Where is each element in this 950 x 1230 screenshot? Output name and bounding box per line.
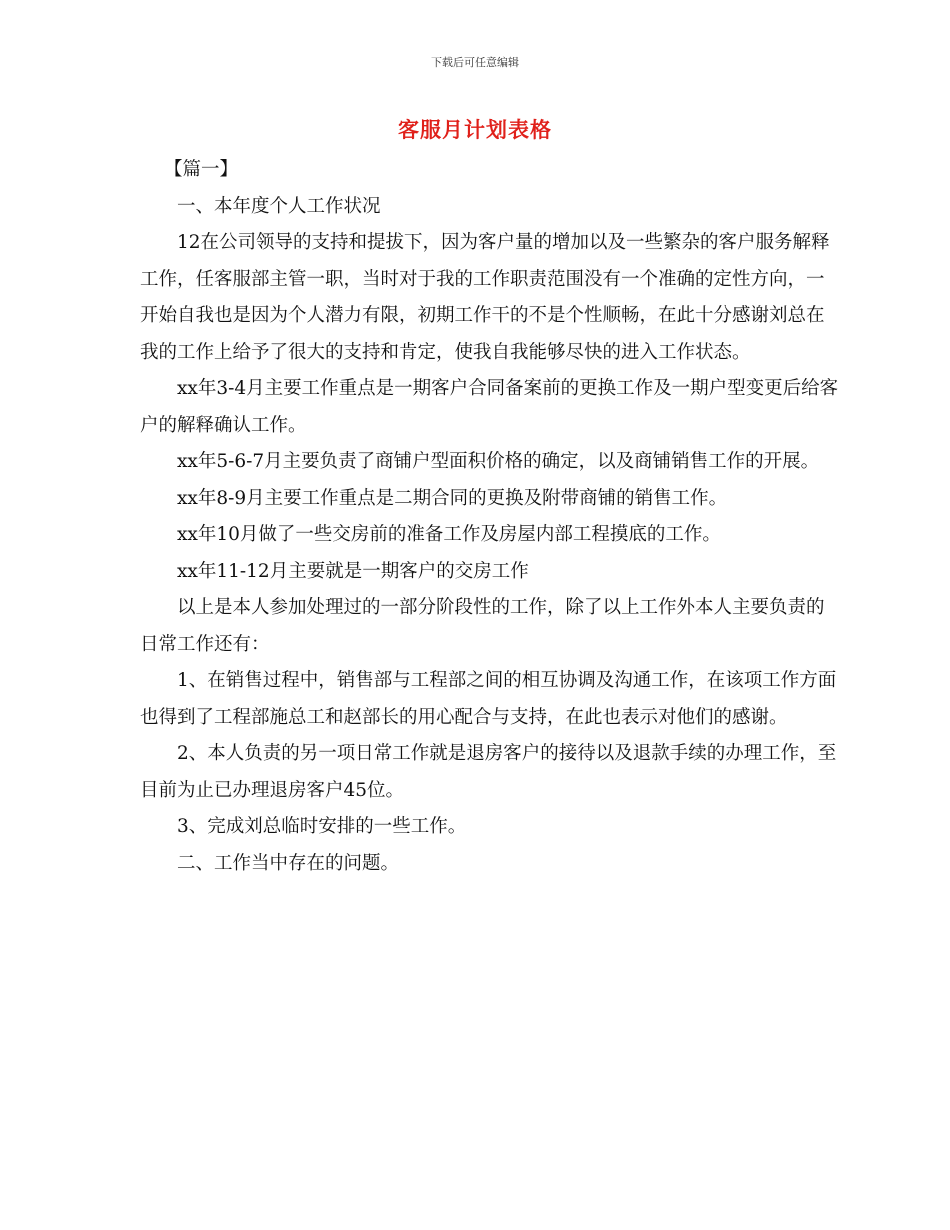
- paragraph: 以上是本人参加处理过的一部分阶段性的工作，除了以上工作外本人主要负责的日常工作还有：: [140, 597, 825, 655]
- list-item: 1、在销售过程中，销售部与工程部之间的相互协调及沟通工作，在该项工作方面也得到了工程部施总工和赵部长的用心配合与支持，在此也表示对他们的感谢。: [140, 670, 837, 728]
- paragraph: xx年3-4月主要工作重点是一期客户合同备案前的更换工作及一期户型变更后给客户的解释确认工作。: [140, 378, 839, 436]
- paragraph: xx年5-6-7月主要负责了商铺户型面积价格的确定，以及商铺销售工作的开展。: [177, 451, 820, 472]
- header-note: 下载后可任意编辑: [431, 56, 519, 69]
- document-title: 客服月计划表格: [398, 117, 552, 142]
- paragraph: xx年11-12月主要就是一期客户的交房工作: [177, 560, 529, 582]
- list-item: 2、本人负责的另一项日常工作就是退房客户的接待以及退款手续的办理工作，至目前为止已办理退房客户45位。: [140, 743, 837, 801]
- paragraph: xx年8-9月主要工作重点是二期合同的更换及附带商铺的销售工作。: [177, 487, 728, 509]
- list-item: 3、完成刘总临时安排的一些工作。: [177, 816, 467, 837]
- document-body: [140, 152, 840, 882]
- section-tag: 【篇一】: [164, 159, 239, 180]
- paragraph-heading-1: 一、本年度个人工作状况: [177, 195, 381, 217]
- paragraph-heading-2: 二、工作当中存在的问题。: [177, 852, 400, 874]
- paragraph: 12在公司领导的支持和提拔下，因为客户量的增加以及一些繁杂的客户服务解释工作，任客服部主管一职，当时对于我的工作职责范围没有一个准确的定性方向，一开始自我也是因为个人潜力有限，初期工作干的不是个性顺畅，在此十分感谢刘总在我的工作上给予了很大的支持和肯定，使我自我能够尽快的进入工作状态。: [140, 232, 830, 363]
- paragraph: xx年10月做了一些交房前的准备工作及房屋内部工程摸底的工作。: [177, 524, 721, 545]
